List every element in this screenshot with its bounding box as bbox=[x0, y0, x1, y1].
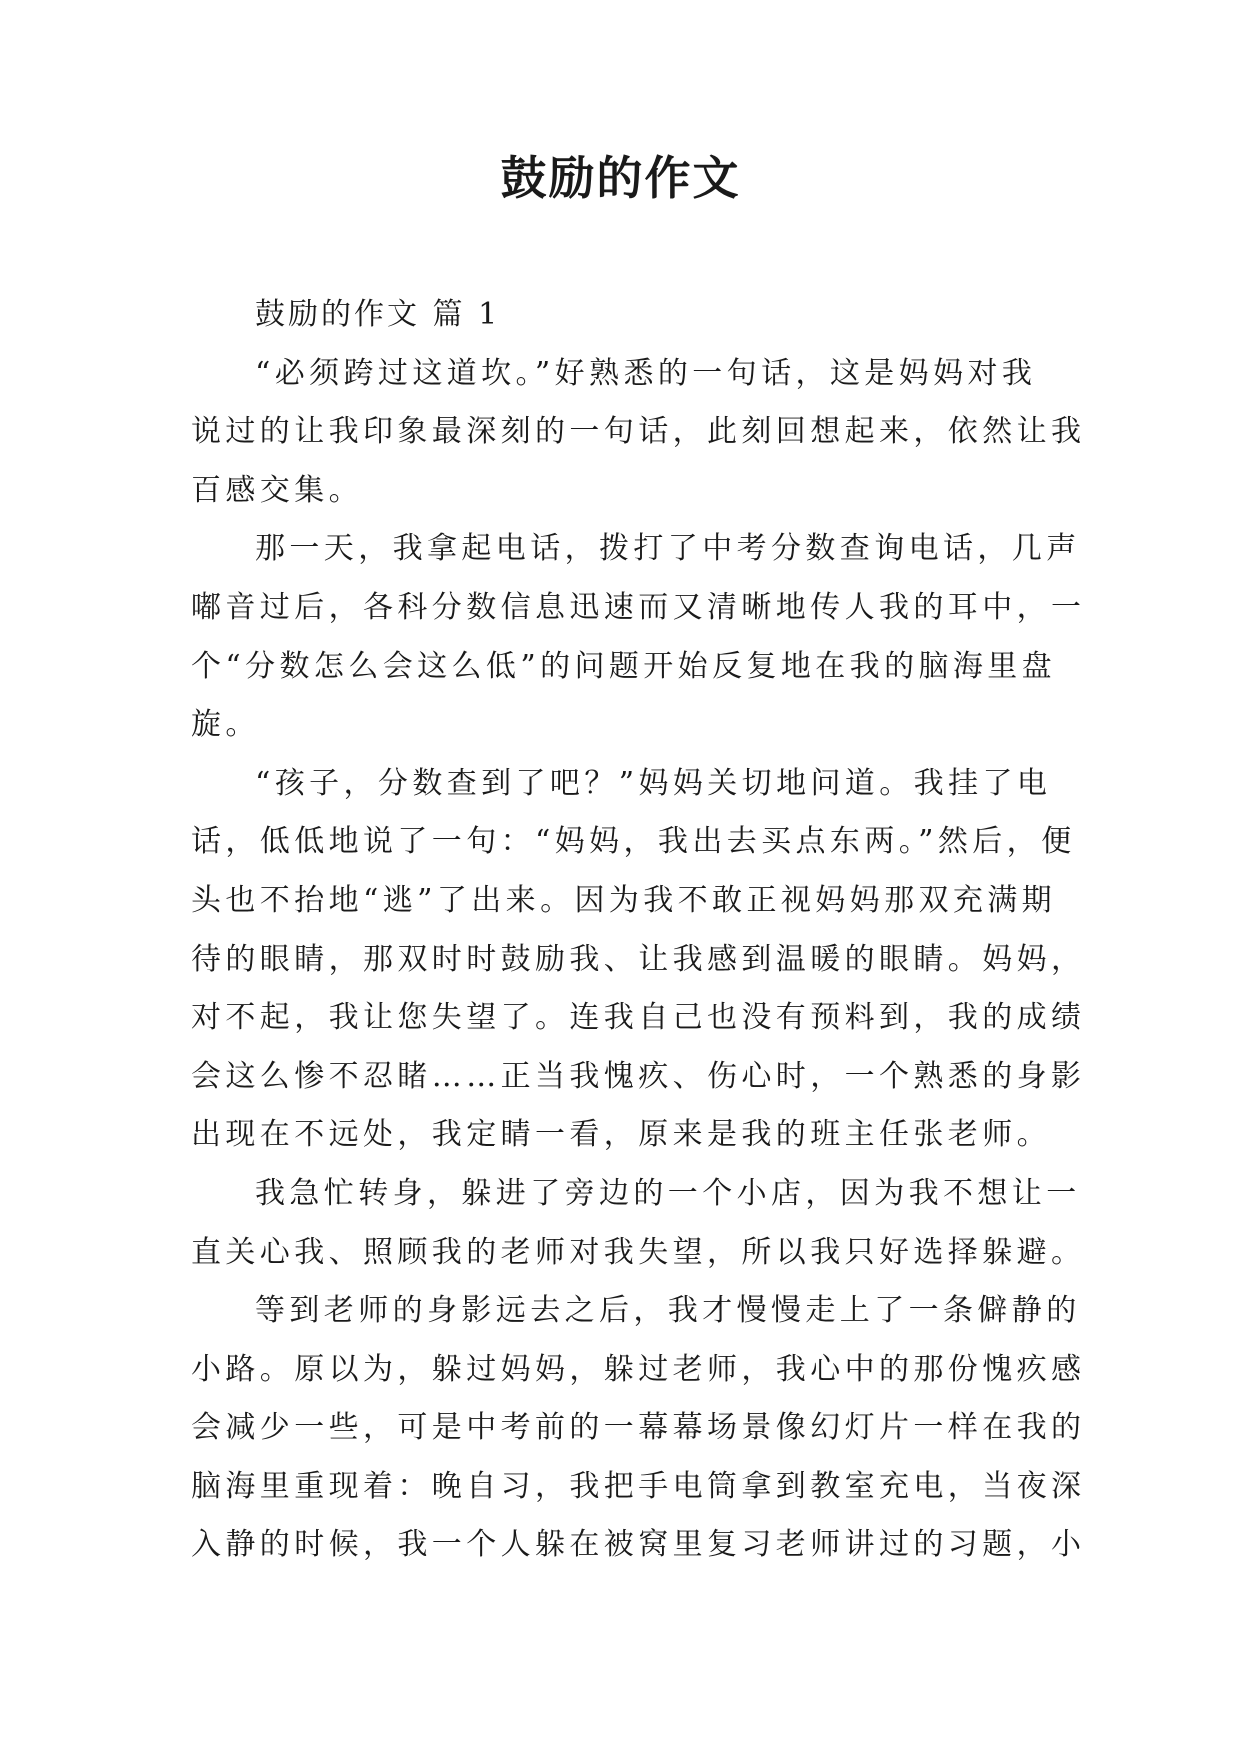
paragraph-1-line-1: “必须跨过这道坎。”好熟悉的一句话，这是妈妈对我 bbox=[255, 355, 1037, 391]
paragraph-1-line-2: 说过的让我印象最深刻的一句话，此刻回想起来，依然让我 bbox=[191, 414, 1086, 450]
paragraph-2-line-4: 旋。 bbox=[191, 707, 260, 743]
paragraph-4-line-2: 直关心我、照顾我的老师对我失望，所以我只好选择躲避。 bbox=[191, 1234, 1086, 1270]
paragraph-5-line-2: 小路。原以为，躲过妈妈，躲过老师，我心中的那份愧疚感 bbox=[191, 1351, 1086, 1387]
paragraph-2-line-1: 那一天，我拿起电话，拨打了中考分数查询电话，几声 bbox=[255, 531, 1081, 567]
paragraph-5-line-4: 脑海里重现着：晚自习，我把手电筒拿到教室充电，当夜深 bbox=[191, 1468, 1086, 1504]
paragraph-3-line-5: 对不起，我让您失望了。连我自己也没有预料到，我的成绩 bbox=[191, 1000, 1086, 1036]
paragraph-3-line-1: “孩子，分数查到了吧？”妈妈关切地问道。我挂了电 bbox=[255, 765, 1052, 801]
paragraph-5-line-3: 会减少一些，可是中考前的一幕幕场景像幻灯片一样在我的 bbox=[191, 1410, 1086, 1446]
paragraph-2-line-2: 嘟音过后，各科分数信息迅速而又清晰地传人我的耳中，一 bbox=[191, 589, 1086, 625]
paragraph-3-line-7: 出现在不远处，我定睛一看，原来是我的班主任张老师。 bbox=[191, 1117, 1051, 1153]
paragraph-3-line-2: 话，低低地说了一句：“妈妈，我出去买点东两。”然后，便 bbox=[191, 824, 1076, 860]
paragraph-5-line-1: 等到老师的身影远去之后，我才慢慢走上了一条僻静的 bbox=[255, 1293, 1081, 1329]
paragraph-5-line-5: 入静的时候，我一个人躲在被窝里复习老师讲过的习题，小 bbox=[191, 1527, 1086, 1563]
paragraph-4-line-1: 我急忙转身，躲进了旁边的一个小店，因为我不想让一 bbox=[255, 1175, 1081, 1211]
paragraph-3-line-4: 待的眼睛，那双时时鼓励我、让我感到温暖的眼睛。妈妈， bbox=[191, 941, 1086, 977]
section-heading: 鼓励的作文 篇 1 bbox=[255, 297, 501, 332]
paragraph-3-line-3: 头也不抬地“逃”了出来。因为我不敢正视妈妈那双充满期 bbox=[191, 882, 1057, 918]
paragraph-3-line-6: 会这么惨不忍睹……正当我愧疚、伤心时，一个熟悉的身影 bbox=[191, 1058, 1086, 1094]
document-title: 鼓励的作文 bbox=[500, 151, 741, 205]
paragraph-1-line-3: 百感交集。 bbox=[191, 472, 363, 508]
paragraph-2-line-3: 个“分数怎么会这么低”的问题开始反复地在我的脑海里盘 bbox=[191, 648, 1057, 684]
essay-body bbox=[191, 286, 1086, 1575]
